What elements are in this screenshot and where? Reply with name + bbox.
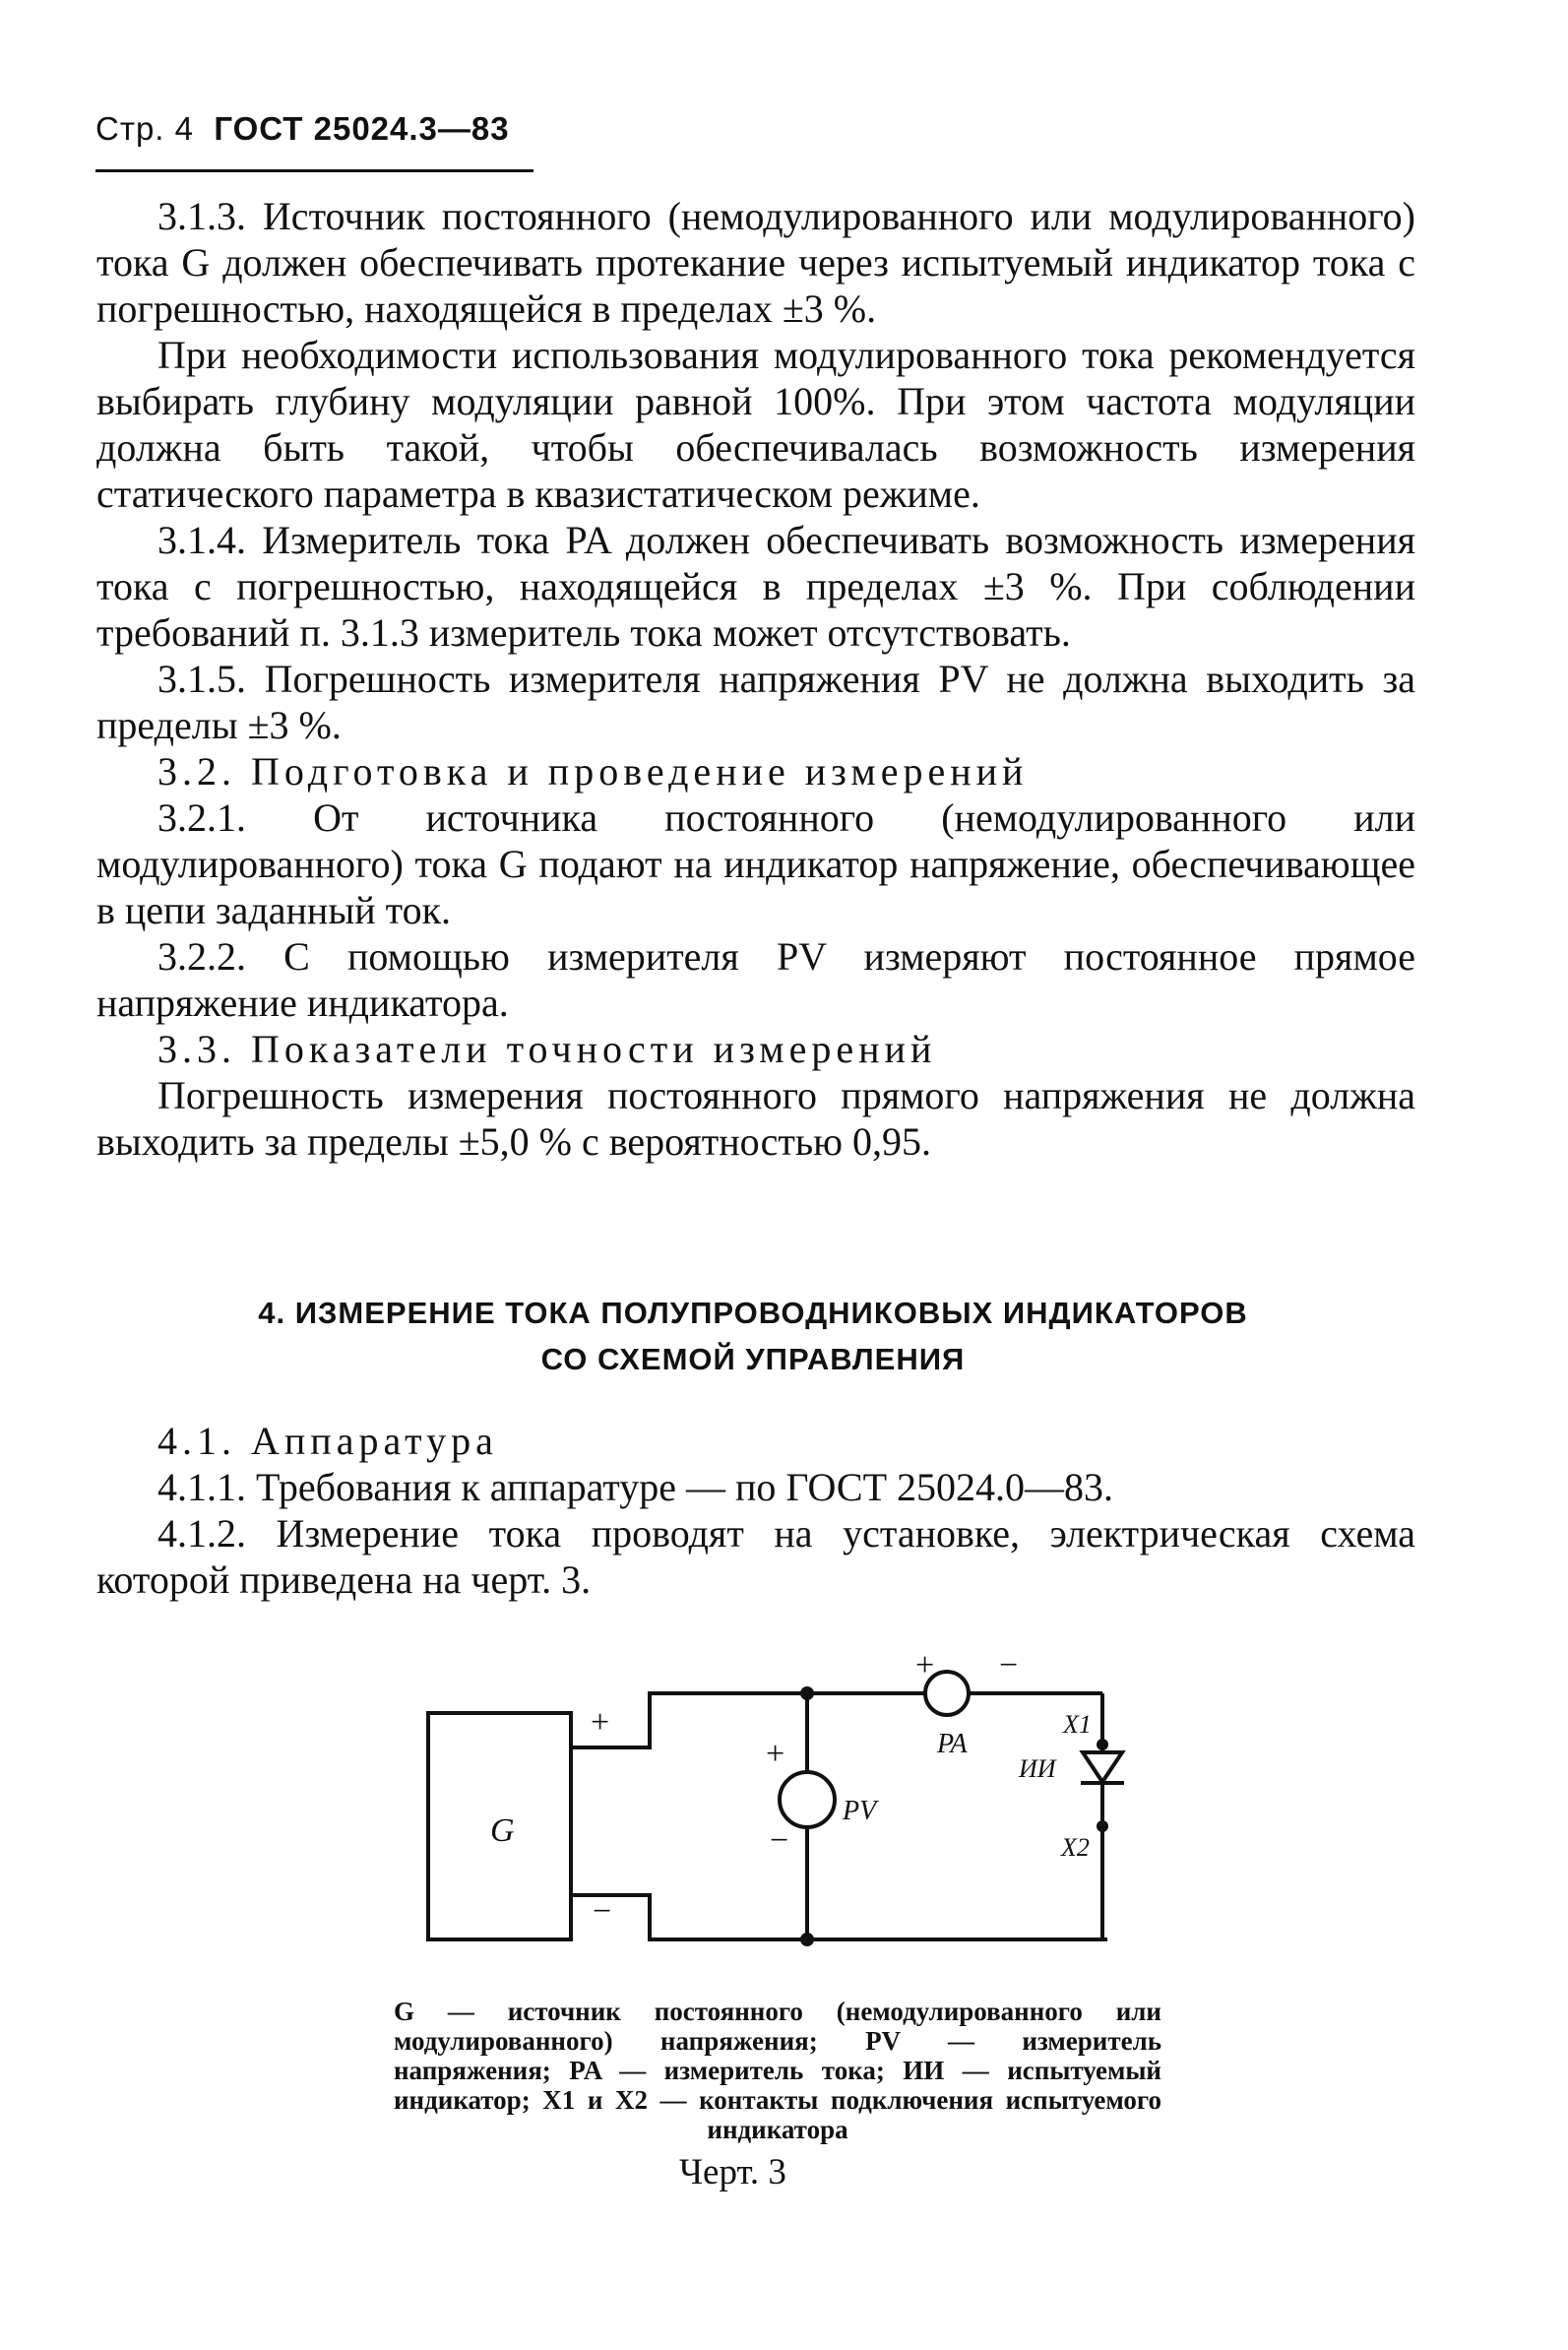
label-pv-plus: + xyxy=(766,1736,785,1772)
contact-x2-dot xyxy=(1097,1820,1108,1832)
label-g-minus: − xyxy=(593,1893,612,1930)
paragraph-4-1-2: 4.1.2. Измерение тока проводят на установке, электрическая схема которой приведена на черт. 3. xyxy=(96,1511,1415,1602)
running-header xyxy=(95,110,510,148)
label-pa: PA xyxy=(937,1729,968,1759)
figure-number: Черт. 3 xyxy=(679,2152,786,2192)
paragraph-3-3: Погрешность измерения постоянного прямого напряжения не должна выходить за пределы ±5,0 % с вероятностью 0,95. xyxy=(96,1073,1415,1164)
page-number: Стр. 4 xyxy=(95,110,194,147)
label-g-plus: + xyxy=(591,1704,610,1741)
circuit-diagram-svg xyxy=(404,1654,1171,1969)
label-ii: ИИ xyxy=(1019,1754,1056,1783)
label-x2: X2 xyxy=(1061,1833,1090,1862)
section-4-title-line2: СО СХЕМОЙ УПРАВЛЕНИЯ xyxy=(540,1342,966,1376)
section-4-title-line1: 4. ИЗМЕРЕНИЕ ТОКА ПОЛУПРОВОДНИКОВЫХ ИНДИКАТОРОВ xyxy=(258,1296,1248,1330)
junction-top-dot xyxy=(800,1686,814,1700)
paragraph-4-1-1: 4.1.1. Требования к аппаратуре — по ГОСТ 25024.0—83. xyxy=(157,1465,1114,1509)
paragraph-3-1-3-cont: При необходимости использования модулированного тока рекомендуется выбирать глубину модуляции равной 100%. При этом частота модуляции должна быть такой, чтобы обеспечивалась возможность измерения статического параметра в квазистатическом режиме. xyxy=(96,333,1415,516)
contact-x1-dot xyxy=(1097,1739,1108,1750)
header-divider xyxy=(95,169,533,172)
circuit-diagram xyxy=(404,1654,1171,1969)
heading-3-2: 3.2. Подготовка и проведение измерений xyxy=(157,749,1029,794)
label-pa-minus: − xyxy=(999,1654,1019,1683)
heading-3-3: 3.3. Показатели точности измерений xyxy=(157,1027,937,1071)
label-x1: X1 xyxy=(1063,1710,1092,1739)
bottom-wire xyxy=(571,1895,1107,1939)
paragraph-3-1-4: 3.1.4. Измеритель тока PA должен обеспечивать возможность измерения тока с погрешностью, находящейся в пределах ±3 %. При соблюдении требований п. 3.1.3 измеритель тока может отсутствовать. xyxy=(96,518,1415,655)
figure-caption: G — источник постоянного (немодулированного или модулированного) напряжения; PV — измеритель напряжения; PA — измеритель тока; ИИ — испытуемый индикатор; X1 и X2 — контакты подключения испытуемого индикатора xyxy=(394,1997,1161,2144)
paragraph-3-2-2: 3.2.2. С помощью измерителя PV измеряют постоянное прямое напряжение индикатора. xyxy=(96,934,1415,1025)
paragraph-3-1-3: 3.1.3. Источник постоянного (немодулированного или модулированного) тока G должен обеспечивать протекание через испытуемый индикатор тока с погрешностью, находящейся в пределах ±3 %. xyxy=(96,194,1415,331)
section-4-title xyxy=(197,1290,1309,1382)
standard-code: ГОСТ 25024.3—83 xyxy=(214,110,510,147)
heading-4-1: 4.1. Аппаратура xyxy=(157,1419,498,1463)
label-g: G xyxy=(490,1812,515,1849)
section-4-body xyxy=(96,1418,1415,1603)
paragraph-3-1-5: 3.1.5. Погрешность измерителя напряжения PV не должна выходить за пределы ±3 %. xyxy=(96,657,1415,747)
junction-bottom-dot xyxy=(800,1933,814,1946)
label-pv: PV xyxy=(843,1796,877,1826)
indicator-diode-icon xyxy=(1081,1752,1124,1783)
body-text xyxy=(96,193,1415,1165)
label-pv-minus: − xyxy=(770,1822,789,1859)
top-wire xyxy=(571,1693,1102,1747)
pv-meter-symbol xyxy=(780,1772,835,1827)
paragraph-3-2-1: 3.2.1. От источника постоянного (немодулированного или модулированного) тока G подают на индикатор напряжение, обеспечивающее в цепи заданный ток. xyxy=(96,795,1415,932)
label-pa-plus: + xyxy=(915,1654,935,1683)
